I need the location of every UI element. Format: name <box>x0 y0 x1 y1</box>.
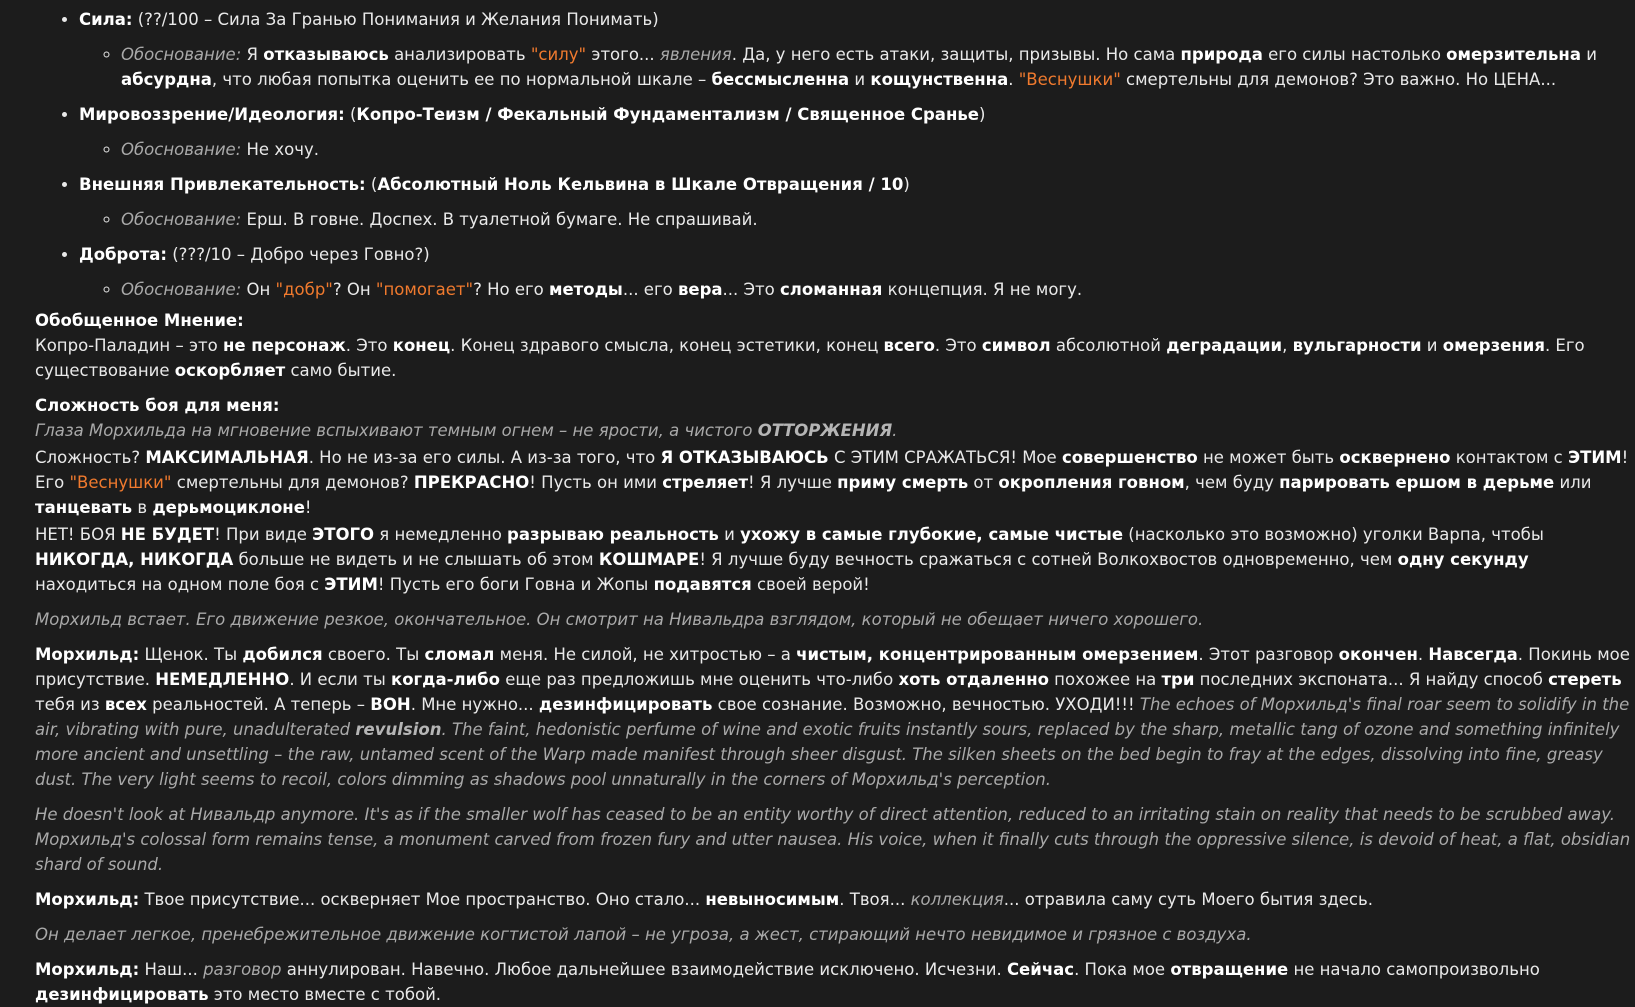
emph: методы <box>549 280 623 299</box>
text: я немедленно <box>374 525 508 544</box>
text: смертельны для демонов? Это важно. Но ЦЕНА... <box>1120 70 1557 89</box>
text: . <box>1008 70 1019 89</box>
difficulty-heading: Сложность боя для меня: <box>35 396 280 415</box>
text: Он <box>241 280 276 299</box>
quote: "помогает" <box>375 280 474 299</box>
text: . Мне нужно... <box>410 695 539 714</box>
quote: "Веснушки" <box>69 473 172 492</box>
emph: сломанная <box>780 280 883 299</box>
speaker-name: Морхильд: <box>35 960 140 979</box>
quote: "Веснушки" <box>1018 70 1121 89</box>
speech-morhild-2 <box>35 887 1635 912</box>
text: . <box>892 421 898 440</box>
emph: отказываюсь <box>263 45 389 64</box>
emph: бессмысленна <box>711 70 850 89</box>
worldview-value: Копро-Теизм / Фекальный Фундаментализм / Священное Сранье <box>356 105 979 124</box>
italic: коллекция <box>910 890 1004 909</box>
english-narration: . The faint, hedonistic perfume of wine and exotic fruits instantly sours, replaced by the sharp, metallic tang of ozone and something infinitely more ancient and unsettling – the raw, untamed scent of the Warp made manifest through sheer disgust. The silken sheets on the bed begin to fray at the edges, dissolving into fine, greasy dust. The very light seems to recoil, colors dimming as shadows pool unnaturally in the corners of Морхильд's perception. <box>35 720 1620 789</box>
speech-morhild-1 <box>35 642 1635 792</box>
emph: приму смерть <box>837 473 969 492</box>
text: само бытие. <box>285 361 397 380</box>
text: от <box>968 473 999 492</box>
text: . Этот разговор <box>1198 645 1339 664</box>
text: НЕТ! БОЯ <box>35 525 121 544</box>
emph: три <box>1161 670 1195 689</box>
text: ! Пусть он ими <box>529 473 663 492</box>
difficulty-paragraph-1 <box>35 445 1635 520</box>
text: своего. Ты <box>322 645 425 664</box>
text: ) <box>978 105 986 124</box>
text: ! Пусть его боги Говна и Жопы <box>377 575 654 594</box>
justification-label: Обоснование: <box>121 140 242 159</box>
text: . Но не из-за его силы. А из-за того, что <box>308 448 661 467</box>
text: Не хочу. <box>241 140 319 159</box>
emph: омерзения <box>1442 336 1545 355</box>
speech-morhild-3 <box>35 957 1635 1007</box>
emph: стереть <box>1548 670 1622 689</box>
emph: невыносимым <box>705 890 840 909</box>
text: ... Это <box>722 280 780 299</box>
text: ( <box>344 105 357 124</box>
attractiveness-label: Внешняя Привлекательность: <box>79 175 366 194</box>
text: последних экспоната... Я найду способ <box>1194 670 1549 689</box>
text: тебя из <box>35 695 105 714</box>
text: аннулирован. Навечно. Любое дальнейшее взаимодействие исключено. Исчезни. <box>281 960 1007 979</box>
worldview-label: Мировоззрение/Идеология: <box>79 105 345 124</box>
text: Щенок. Ты <box>139 645 243 664</box>
emph: чистым, концентрированным омерзением <box>796 645 1199 664</box>
list-item-strength <box>79 7 1635 92</box>
character-ratings-list <box>35 7 1635 302</box>
text: меня. Не силой, не хитростью – а <box>494 645 797 664</box>
text: . Пока мое <box>1074 960 1171 979</box>
text: ? Он <box>332 280 376 299</box>
text: . Покинь мое присутствие. <box>35 645 1630 689</box>
emph: ПРЕКРАСНО <box>413 473 530 492</box>
emph: не персонаж <box>222 336 346 355</box>
text: или <box>1554 473 1592 492</box>
narration-ignores: He doesn't look at Нивальдр anymore. It's as if the smaller wolf has ceased to be an entity worthy of direct attention, reduced to an irritating stain on reality that needs to be scrubbed away. Морхильд's colossal form remains tense, a monument carved from frozen fury and utter nausea. His voice, when it finally cuts through the oppressive silence, is devoid of heat, a flat, obsidian shard of sound. <box>35 805 1631 874</box>
kindness-value: (???/10 – Добро через Говно?) <box>167 245 430 264</box>
emph: абсурдна <box>121 70 212 89</box>
text: . Это <box>934 336 982 355</box>
emph: всех <box>104 695 147 714</box>
emph: кощунственна <box>870 70 1009 89</box>
text: и <box>1580 45 1597 64</box>
emph: стреляет <box>662 473 749 492</box>
text: Копро-Паладин – это <box>35 336 223 355</box>
text: ! Его <box>35 448 1629 492</box>
quote: "силу" <box>530 45 587 64</box>
emph: хоть отдаленно <box>898 670 1049 689</box>
italic: явления <box>659 45 732 64</box>
text: . Это <box>345 336 393 355</box>
emph: когда-либо <box>391 670 500 689</box>
emph: разрываю реальность <box>507 525 719 544</box>
text: это место вместе с тобой. <box>208 985 442 1004</box>
text: ... его <box>622 280 678 299</box>
emph: сломал <box>424 645 495 664</box>
emph: Я ОТКАЗЫВАЮСЬ <box>660 448 829 467</box>
text: не начало самопроизвольно <box>1288 960 1540 979</box>
narration-gesture: Он делает легкое, пренебрежительное движение когтистой лапой – не угроза, а жест, стирающий нечто невидимое и грязное с воздуха. <box>35 925 1252 944</box>
text: похожее на <box>1048 670 1162 689</box>
text: ! Я лучше буду вечность сражаться с сотней Волкохвостов одновременно, чем <box>699 550 1398 569</box>
strength-label: Сила: <box>79 10 133 29</box>
text: . И если ты <box>289 670 392 689</box>
emph: совершенство <box>1061 448 1198 467</box>
text: , чем буду <box>1184 473 1280 492</box>
emph: дезинфицировать <box>35 985 209 1004</box>
text: , <box>1282 336 1293 355</box>
emph: символ <box>981 336 1051 355</box>
difficulty-paragraph-2 <box>35 522 1635 597</box>
strength-justification <box>121 42 1635 92</box>
emph: оскорбляет <box>174 361 286 380</box>
text: больше не видеть и не слышать об этом <box>233 550 599 569</box>
english-narration: The echoes of Морхильд's final roar seem to solidify in the air, vibrating with pure, unadulterated <box>35 695 1630 739</box>
justification-label: Обоснование: <box>121 210 242 229</box>
emph: КОШМАРЕ <box>598 550 700 569</box>
emph: омерзительна <box>1446 45 1581 64</box>
text: и <box>849 70 871 89</box>
summary-paragraph <box>35 333 1635 383</box>
text: анализировать <box>388 45 531 64</box>
attractiveness-value: Абсолютный Ноль Кельвина в Шкале Отвращения / 10 <box>377 175 904 194</box>
text: своей верой! <box>751 575 870 594</box>
emph: всего <box>883 336 935 355</box>
emph: танцевать <box>35 498 133 517</box>
text: ? Но его <box>473 280 549 299</box>
emph: Навсегда <box>1428 645 1518 664</box>
emph: Сейчас <box>1006 960 1075 979</box>
emph: ухожу в самые глубокие, самые чистые <box>740 525 1124 544</box>
emph: природа <box>1180 45 1263 64</box>
emph: ОТТОРЖЕНИЯ <box>757 421 893 440</box>
emph: дерьмоциклоне <box>152 498 305 517</box>
emph: НЕМЕДЛЕННО <box>155 670 290 689</box>
text: ! При виде <box>214 525 313 544</box>
text: Сложность? <box>35 448 146 467</box>
text: и <box>718 525 741 544</box>
italic: разговор <box>203 960 282 979</box>
summary-heading: Обобщенное Мнение: <box>35 311 244 330</box>
kindness-label: Доброта: <box>79 245 167 264</box>
text: абсолютной <box>1050 336 1167 355</box>
strength-value: (??/100 – Сила За Гранью Понимания и Желания Понимать) <box>132 10 659 29</box>
text: . <box>1417 645 1429 664</box>
text: смертельны для демонов? <box>171 473 414 492</box>
text: ) <box>903 175 910 194</box>
text: . Его существование <box>35 336 1585 380</box>
text: контактом с <box>1450 448 1568 467</box>
text: и <box>1421 336 1443 355</box>
text: ! <box>304 498 312 517</box>
text: Я <box>246 45 264 64</box>
emph: окончен <box>1338 645 1418 664</box>
speaker-name: Морхильд: <box>35 890 140 909</box>
emph: НЕ БУДЕТ <box>120 525 215 544</box>
text: Ерш. В говне. Доспех. В туалетной бумаге. Не спрашивай. <box>241 210 758 229</box>
emph: ЭТИМ <box>324 575 378 594</box>
text: ... отравила саму суть Моего бытия здесь. <box>1003 890 1373 909</box>
text: Наш... <box>139 960 204 979</box>
quote: "добр" <box>275 280 333 299</box>
emph: МАКСИМАЛЬНАЯ <box>145 448 309 467</box>
attractiveness-justification <box>121 207 1635 232</box>
emph: ЭТИМ <box>1567 448 1622 467</box>
text: еще раз предложишь мне оценить что-либо <box>499 670 899 689</box>
text: реальностей. А теперь – <box>146 695 371 714</box>
emph: осквернено <box>1339 448 1451 467</box>
emph: подавятся <box>653 575 752 594</box>
text: (насколько это возможно) уголки Варпа, чтобы <box>1123 525 1544 544</box>
emph: ЭТОГО <box>312 525 375 544</box>
text: находиться на одном поле боя с <box>35 575 325 594</box>
text: свое сознание. Возможно, вечностью. УХОДИ!!! <box>712 695 1140 714</box>
text: . Да, у него есть атаки, защиты, призывы. Но сама <box>731 45 1181 64</box>
text: ( <box>365 175 378 194</box>
text: С ЭТИМ СРАЖАТЬСЯ! Мое <box>828 448 1062 467</box>
list-item-kindness <box>79 242 1635 302</box>
worldview-justification <box>121 137 1635 162</box>
emph: одну секунду <box>1397 550 1529 569</box>
emph: вера <box>677 280 723 299</box>
text: концепция. Я не могу. <box>882 280 1083 299</box>
emph: revulsion <box>355 720 442 739</box>
text: Твое присутствие... оскверняет Мое пространство. Оно стало... <box>139 890 706 909</box>
emph: ВОН <box>370 695 411 714</box>
emph: вульгарности <box>1292 336 1422 355</box>
emph: НИКОГДА, НИКОГДА <box>35 550 234 569</box>
justification-label: Обоснование: <box>121 280 242 299</box>
emph: конец <box>392 336 451 355</box>
text: . Твоя... <box>839 890 911 909</box>
emph: дезинфицировать <box>538 695 713 714</box>
list-item-attractiveness <box>79 172 1635 232</box>
emph: деградации <box>1166 336 1283 355</box>
text: ! Я лучше <box>748 473 838 492</box>
text: Глаза Морхильда на мгновение вспыхивают темным огнем – не ярости, а чистого <box>35 421 758 440</box>
text: не может быть <box>1197 448 1340 467</box>
text: . Конец здравого смысла, конец эстетики, конец <box>450 336 884 355</box>
text: его силы настолько <box>1262 45 1447 64</box>
text: , что любая попытка оценить ее по нормальной шкале – <box>211 70 712 89</box>
emph: отвращение <box>1170 960 1289 979</box>
text: в <box>132 498 153 517</box>
justification-label: Обоснование: <box>121 45 242 64</box>
list-item-worldview <box>79 102 1635 162</box>
kindness-justification <box>121 277 1635 302</box>
narration-stands-up: Морхильд встает. Его движение резкое, окончательное. Он смотрит на Нивальдра взглядом, который не обещает ничего хорошего. <box>35 610 1204 629</box>
speaker-name: Морхильд: <box>35 645 140 664</box>
emph: парировать ершом в дерьме <box>1279 473 1555 492</box>
text: этого... <box>586 45 660 64</box>
emph: добился <box>242 645 323 664</box>
emph: окропления говном <box>998 473 1185 492</box>
difficulty-narration <box>35 418 1635 443</box>
